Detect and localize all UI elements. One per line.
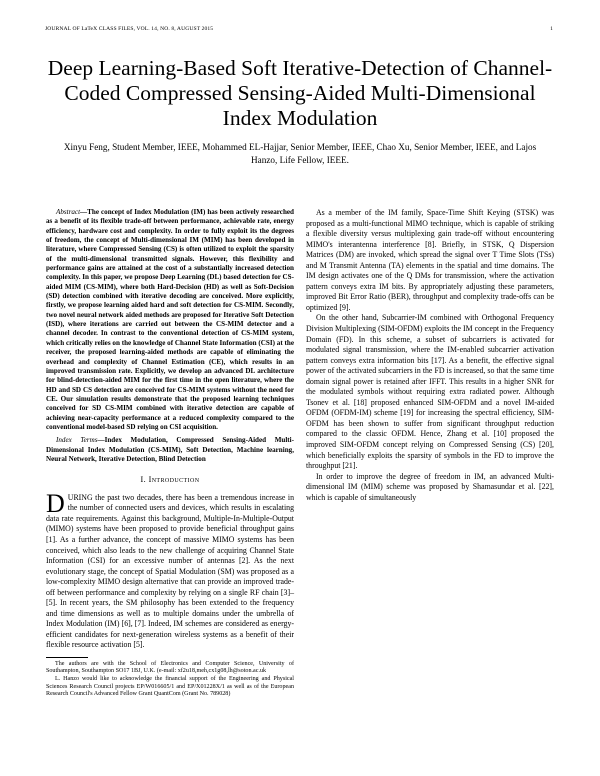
intro-paragraph-1-text: the past two decades, there has been a tremendous increase in the number of connected users and devices, which results in escalating data rate requirements. Against this background, Multiple-In-Multiple-Output (MIMO) systems have been proposed to provide beneficial throughput gains [1]. As a further advance, the concept of massive MIMO systems has been conceived, which also leads to the new challenge of acquiring Channel State Information (CSI) for an excessive number of antennas [2]. As the next evolutionary stage, the concept of Spatial Modulation (SM) was proposed as a low-complexity MIMO design alternative that can provide an improved trade-off between performance and complexity by relying on a single RF chain [3]–[5]. In recent years, the SM philosophy has been extended to the frequency and time dimensions as well as to multiple domains under the umbrella of Index Modulation (IM) [6], [7]. Indeed, IM schemes are considered as energy-efficient candidates for next-generation wireless systems as a benefit of their flexible resource activation [5].	[46, 492, 294, 650]
intro-paragraph-2: As a member of the IM family, Space-Time Shift Keying (STSK) was proposed as a multi-functional MIMO technique, which is capable of striking a flexible diversity versus multiplexing gain trade-off without encountering MIMO's interantenna interference [8]. Briefly, in STSK, Q Dispersion Matrices (DM) are invoked, which spread the signal over T Time Slots (TSs) and M Transmit Antenna (TA) elements in the spatial and time domains. The IM design activates one of the Q DMs for transmission, where the activation pattern conveys extra IM bits. By appropriately adjusting these parameters, improved Bit Error Ratio (BER), throughput and complexity trade-offs can be optimized [9].	[306, 208, 554, 312]
page-number: 1	[550, 26, 553, 32]
index-terms	[46, 436, 294, 464]
running-header	[45, 26, 553, 32]
intro-lead-word: URING	[67, 492, 93, 502]
footnote-funding: L. Hanzo would like to acknowledge the financial support of the Engineering and Physical Sciences Research Council projects EP/W016605/1 and EP/X01228X/1 as well as of the European Research Council's Advanced Fellow Grant QuantCom (Grant No. 789028)	[46, 676, 294, 697]
intro-paragraph-1	[46, 488, 294, 651]
intro-paragraph-3: On the other hand, Subcarrier-IM combined with Orthogonal Frequency Division Multiplexing (SIM-OFDM) exploits the IM concept in the Frequency Domain (FD). In this scheme, a subset of subcarriers is activated for modulated signal transmission, where the IM-enabled subcarrier activation pattern conveys extra information bits [17]. As a benefit, the effective signal power of the activated subcarriers in the FD is increased, so that the same time domain signal power is retained after IFFT. This results in a higher SNR for the modulated symbols without requiring extra radiated power. Although Tsonev et al. [18] proposed enhanced SIM-OFDM and a novel IM-aided OFDM (OFDM-IM) scheme [19] for increasing the spectral efficiency, SIM-OFDM has been shown to suffer from significant throughput reduction compared to the classic OFDM. Hence, Zhang et al. [10] proposed the improved SIM-OFDM concept relying on Compressed Sensing (CS) [20], which beneficially exploits the sparsity of symbols in the FD to improve the throughput [21].	[306, 313, 554, 471]
section-heading-introduction: I. Introduction	[140, 475, 200, 485]
right-column	[306, 208, 554, 503]
intro-paragraph-4: In order to improve the degree of freedom in IM, an advanced Multi-dimensional IM (MIM) scheme was proposed by Shamasundar et al. [22], which is capable of simultaneously	[306, 471, 554, 502]
index-terms-text: —Index Modulation, Compressed Sensing-Aided Multi-Dimensional Index Modulation (CS-MIM), Soft Detection, Machine learning, Neural Network, Iterative Detection, Blind Detection	[46, 436, 294, 463]
drop-cap: D	[46, 488, 65, 518]
abstract	[46, 208, 294, 432]
author-list: Xinyu Feng, Student Member, IEEE, Mohammed EL-Hajjar, Senior Member, IEEE, Chao Xu, Senior Member, IEEE, and Lajos Hanzo, Life Fellow, IEEE.	[63, 142, 537, 165]
journal-name: JOURNAL OF LaTeX CLASS FILES, VOL. 14, NO. 8, AUGUST 2015	[45, 26, 214, 32]
index-terms-label: Index Terms	[56, 436, 98, 445]
left-column	[46, 208, 294, 698]
abstract-text: —The concept of Index Modulation (IM) has been actively researched as a benefit of its flexible trade-off between performance, achievable rate, energy efficiency, hardware cost and complexity. In order to fully exploit its the degrees of freedom, the concept of Multi-dimensional IM (MIM) has been developed in literature, where Compressed Sensing (CS) is often utilized to exploit the sparsity of the multi-dimensional transmitted signals. However, this flexibility and performance gains are attained at the cost of a substantially increased detection complexity. In this paper, we propose Deep Learning (DL) based detection for CS-aided MIM (CS-MIM), where both Hard-Decision (HD) as well as Soft-Decision (SD) detection combined with iterative decoding are conceived. More explicitly, firstly, we propose learning aided hard and soft detection for CS-MIM. Secondly, two novel neural network aided methods are proposed for Iterative Soft Detection (ISD), where iterations are carried out between the CS-MIM detector and a channel decoder. In contrast to the conventional detection of CS-MIM system, which critically relies on the knowledge of Channel State Information (CSI) at the receiver, the proposed learning-aided methods are capable of eliminating the overhead and complexity of Channel Estimation (CE), which results in an improved transmission rate. Explicitly, we develop an advanced DL architecture for blind-detection-aided MIM for the first time in the open literature, where the HD and SD CS detection are conceived for CS-MIM systems without the need for CE. Our simulation results demonstrate that the proposed learning techniques conceived for SD CS-MIM combined with iterative detection are capable of achieving near-capacity performance at a reduced complexity compared to the conventional model-based SD relying on CSI acquisition.	[46, 208, 294, 431]
footnote-affiliation: The authors are with the School of Electronics and Computer Science, University of Southampton, Southampton SO17 1BJ, U.K. (e-mail: xf2u18,meh,cx1g08,lh@soton.ac.uk	[46, 661, 294, 675]
paper-title: Deep Learning-Based Soft Iterative-Detection of Channel-Coded Compressed Sensing-Aided Multi-Dimensional Index Modulation	[47, 56, 553, 130]
footnote-rule	[46, 657, 88, 658]
abstract-label: Abstract	[56, 208, 81, 216]
